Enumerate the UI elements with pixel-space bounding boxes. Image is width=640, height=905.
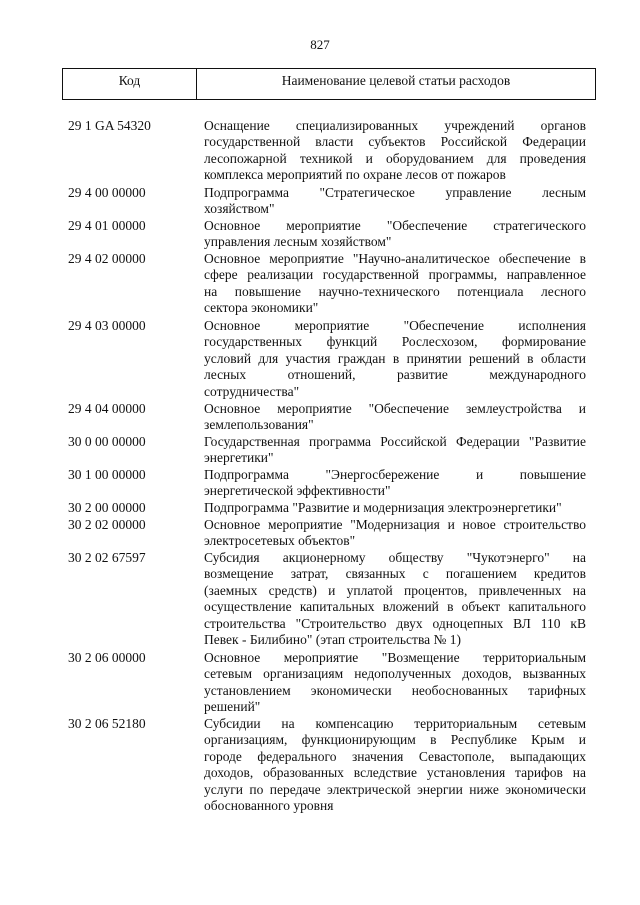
row-code: 30 0 00 00000 (68, 434, 146, 449)
description-line: государственной власти субъектов Российской Федерации (204, 134, 586, 150)
description-line: Певек - Билибино" (этап строительства № 1) (204, 632, 462, 648)
description-line: доходов, образованных вследствие установления тарифов на (204, 765, 586, 781)
description-line: землепользования" (204, 417, 314, 433)
table-header (62, 68, 596, 100)
description-line: Подпрограмма "Стратегическое управление лесным (204, 185, 586, 200)
row-code: 29 4 00 00000 (68, 185, 146, 200)
description-line: осуществление капитальных вложений в объект капитального (204, 599, 586, 615)
description-line: на повышение научно-технического потенциала лесного (204, 283, 586, 299)
description-line: условий для участия граждан в принятии решений в области (204, 350, 586, 366)
description-line: Основное мероприятие "Научно-аналитическое обеспечение в (204, 251, 586, 266)
header-name: Наименование целевой статьи расходов (281, 73, 511, 88)
row-description (204, 401, 586, 434)
description-line: строительства "Строительство двух одноцепных ВЛ 110 кВ (204, 615, 586, 631)
row-code: 30 2 00 00000 (68, 500, 146, 515)
row-description (204, 118, 586, 184)
row-description (204, 218, 586, 251)
row-description (204, 318, 586, 400)
row-description (204, 467, 586, 500)
description-line: возмещение затрат, связанных с погашением кредитов (204, 566, 586, 582)
description-line: Основное мероприятие "Обеспечение землеустройства и (204, 401, 586, 416)
description-line: энергетики" (204, 450, 274, 466)
row-description (204, 517, 586, 550)
description-line: сфере реализации государственной программы, направленное (204, 267, 586, 283)
row-code: 29 1 GA 54320 (68, 118, 151, 133)
row-description (204, 434, 586, 467)
description-line: обоснованного уровня (204, 798, 334, 814)
description-line: лесных отношений, развитие международного (204, 367, 586, 383)
row-description (204, 500, 586, 516)
description-line: сотрудничества" (204, 383, 300, 399)
description-line: установлением экономически необоснованных тарифных (204, 682, 586, 698)
row-description (204, 550, 586, 648)
description-line: Основное мероприятие "Обеспечение исполнения (204, 318, 586, 333)
row-description (204, 650, 586, 716)
row-description (204, 185, 586, 218)
description-line: (заемных средств) и уплатой процентов, привлеченных на (204, 582, 586, 598)
row-code: 29 4 02 00000 (68, 251, 146, 266)
description-line: сектора экономики" (204, 300, 319, 316)
row-code: 30 1 00 00000 (68, 467, 146, 482)
row-description (204, 716, 586, 814)
row-code: 30 2 02 67597 (68, 550, 146, 565)
description-line: Подпрограмма "Развитие и модернизация электроэнергетики" (204, 500, 562, 515)
row-code: 29 4 03 00000 (68, 318, 146, 333)
description-line: государственных функций Рослесхозом, формирование (204, 334, 586, 350)
description-line: хозяйством" (204, 201, 275, 217)
row-code: 29 4 01 00000 (68, 218, 146, 233)
description-line: Основное мероприятие "Модернизация и новое строительство (204, 517, 586, 532)
description-line: комплекса мероприятий по охране лесов от пожаров (204, 167, 506, 183)
row-description (204, 251, 586, 317)
description-line: сетевым организациям недополученных доходов, вызванных (204, 666, 586, 682)
description-line: услуги по передаче электрической энергии ниже экономически (204, 781, 586, 797)
row-code: 30 2 06 00000 (68, 650, 146, 665)
description-line: энергетической эффективности" (204, 483, 391, 499)
description-line: Подпрограмма "Энергосбережение и повышение (204, 467, 586, 482)
description-line: Субсидии на компенсацию территориальным сетевым (204, 716, 586, 731)
description-line: лесопожарной техникой и оборудованием для проведения (204, 150, 586, 166)
row-code: 30 2 02 00000 (68, 517, 146, 532)
description-line: электросетевых объектов" (204, 533, 356, 549)
header-code: Код (118, 73, 141, 88)
description-line: организациям, функционирующим в Республике Крым и (204, 732, 586, 748)
description-line: Государственная программа Российской Федерации "Развитие (204, 434, 586, 449)
row-code: 29 4 04 00000 (68, 401, 146, 416)
page-number: 827 (310, 37, 330, 52)
row-code: 30 2 06 52180 (68, 716, 146, 731)
description-line: Основное мероприятие "Обеспечение стратегического (204, 218, 586, 233)
description-line: Оснащение специализированных учреждений органов (204, 118, 586, 133)
description-line: управления лесным хозяйством" (204, 234, 392, 250)
description-line: Основное мероприятие "Возмещение территориальным (204, 650, 586, 665)
description-line: Субсидия акционерному обществу "Чукотэнерго" на (204, 550, 586, 565)
description-line: решений" (204, 699, 261, 715)
description-line: городе федерального значения Севастополе, выпадающих (204, 748, 586, 764)
